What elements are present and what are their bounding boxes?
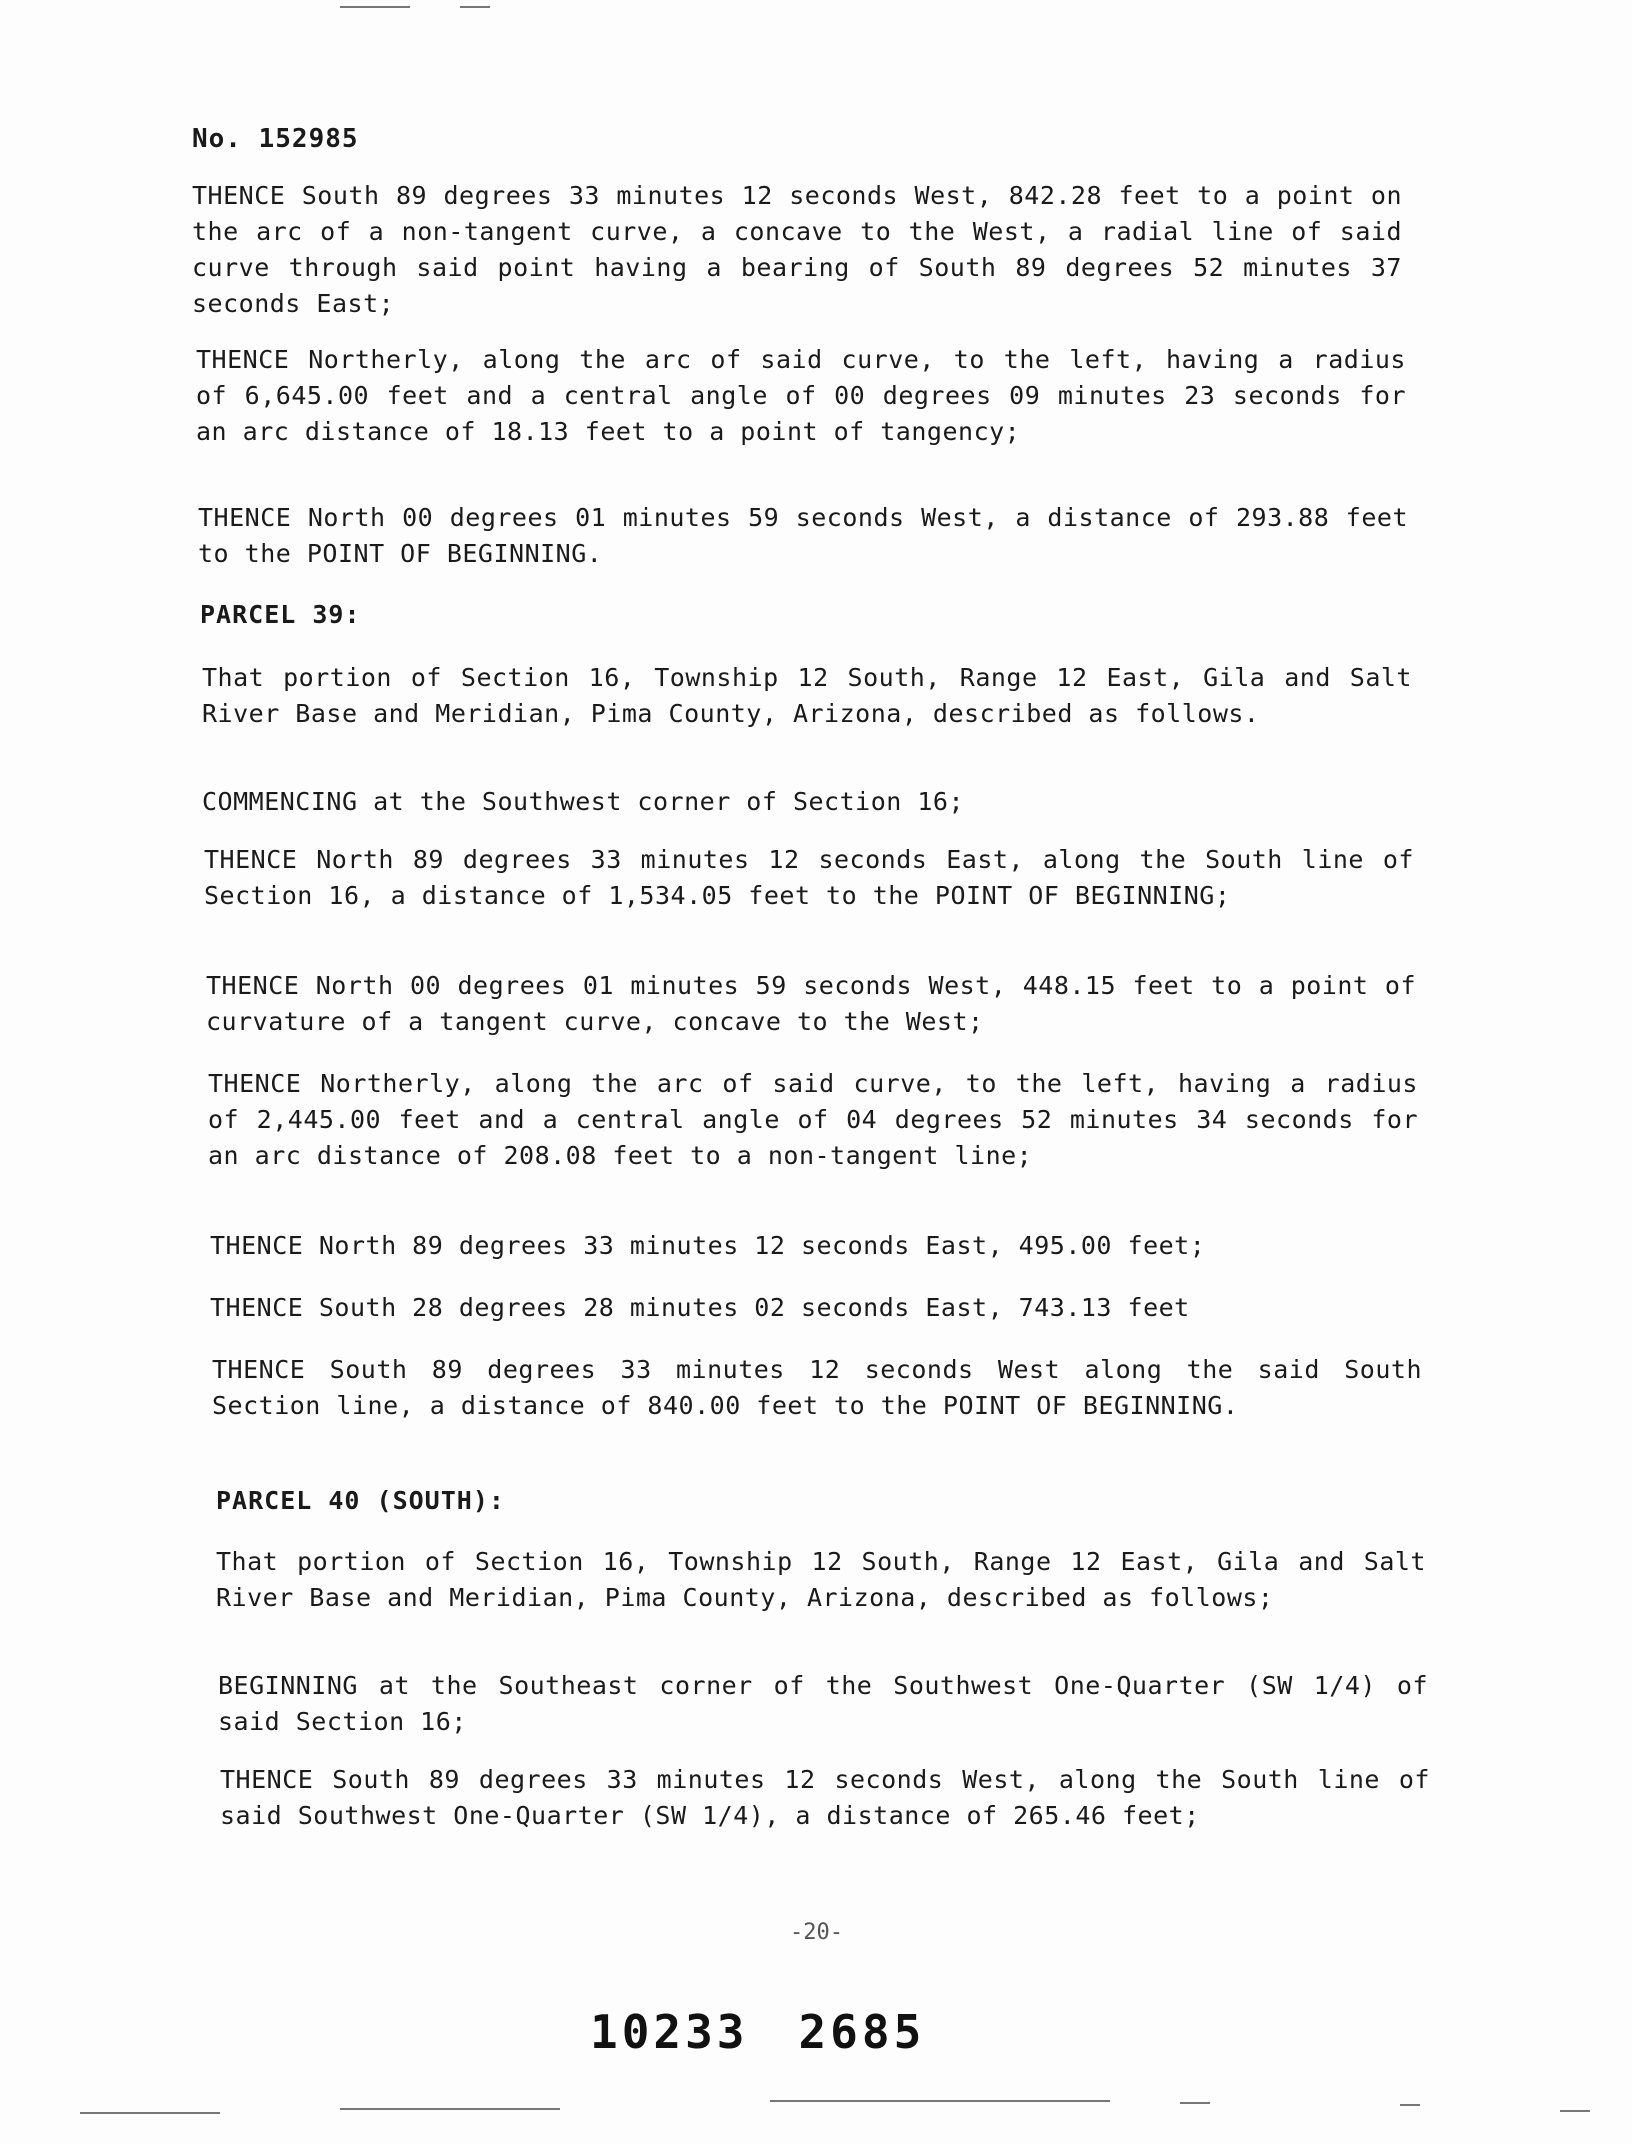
document-number: No. 152985 (192, 124, 359, 154)
scan-mark-bottom (80, 2112, 220, 2114)
paragraph: BEGINNING at the Southeast corner of the Southwest One-Quarter (SW 1/4) of said Section 16; (218, 1671, 1428, 1736)
paragraph: THENCE South 89 degrees 33 minutes 12 seconds West, along the South line of said Southwest One-Quarter (SW 1/4), a distance of 265.46 feet; (220, 1765, 1430, 1830)
scan-mark-bottom (1560, 2110, 1590, 2112)
parcel-40-heading: PARCEL 40 (SOUTH): (216, 1486, 505, 1515)
scan-mark-top (460, 6, 490, 8)
scan-mark-bottom (1400, 2104, 1420, 2106)
scan-mark-bottom (1180, 2102, 1210, 2104)
page-number: -20- (790, 1920, 843, 1945)
paragraph: That portion of Section 16, Township 12 South, Range 12 East, Gila and Salt River Base and Meridian, Pima County, Arizona, described as follows; (216, 1547, 1426, 1612)
paragraph: COMMENCING at the Southwest corner of Section 16; (202, 787, 965, 816)
paragraph: THENCE North 00 degrees 01 minutes 59 seconds West, 448.15 feet to a point of curvature of a tangent curve, concave to the West; (206, 971, 1416, 1036)
paragraph: THENCE South 89 degrees 33 minutes 12 seconds West, 842.28 feet to a point on the arc of a non-tangent curve, a concave to the West, a radial line of said curve through said point having a bearing of South 89 degrees 52 minutes 37 seconds East; (192, 181, 1402, 318)
paragraph: THENCE South 89 degrees 33 minutes 12 seconds West along the said South Section line, a distance of 840.00 feet to the POINT OF BEGINNING. (212, 1355, 1422, 1420)
recording-page: 2685 (798, 2005, 926, 2059)
scan-mark-top (340, 6, 410, 8)
scan-mark-bottom (770, 2100, 1110, 2102)
paragraph: THENCE North 89 degrees 33 minutes 12 seconds East, 495.00 feet; (210, 1231, 1206, 1260)
recording-stamp (590, 2005, 975, 2059)
parcel-39-heading: PARCEL 39: (200, 600, 361, 629)
paragraph: THENCE North 00 degrees 01 minutes 59 seconds West, a distance of 293.88 feet to the POINT OF BEGINNING. (198, 503, 1408, 568)
paragraph: THENCE Northerly, along the arc of said curve, to the left, having a radius of 6,645.00 feet and a central angle of 00 degrees 09 minutes 23 seconds for an arc distance of 18.13 feet to a point of tangency; (196, 345, 1406, 446)
paragraph: THENCE South 28 degrees 28 minutes 02 seconds East, 743.13 feet (210, 1293, 1190, 1322)
paragraph: THENCE North 89 degrees 33 minutes 12 seconds East, along the South line of Section 16, a distance of 1,534.05 feet to the POINT OF BEGINNING; (204, 845, 1414, 910)
paragraph: That portion of Section 16, Township 12 South, Range 12 East, Gila and Salt River Base and Meridian, Pima County, Arizona, described as follows. (202, 663, 1412, 728)
scan-mark-bottom (340, 2108, 560, 2110)
recording-docket: 10233 (590, 2005, 749, 2059)
paragraph: THENCE Northerly, along the arc of said curve, to the left, having a radius of 2,445.00 feet and a central angle of 04 degrees 52 minutes 34 seconds for an arc distance of 208.08 feet to a non-tangent line; (208, 1069, 1418, 1170)
